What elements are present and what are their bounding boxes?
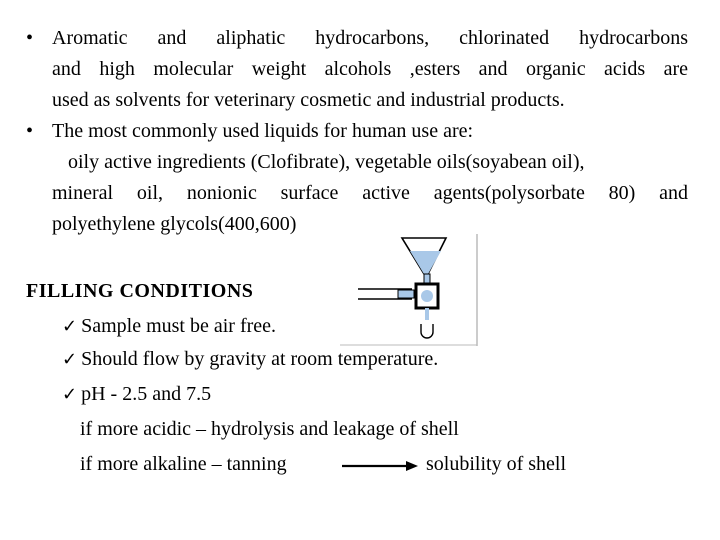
bullet-2-line-3: mineral oil, nonionic surface active agents(polysorbate 80) and xyxy=(52,182,688,204)
arrow-icon xyxy=(340,459,420,473)
funnel-liquid xyxy=(410,251,441,274)
check-icon: ✓ xyxy=(62,349,78,370)
piston-head xyxy=(398,290,414,298)
condition-item xyxy=(62,379,211,410)
nozzle xyxy=(425,308,429,320)
bullet-marker: • xyxy=(26,27,34,49)
bullet-marker: • xyxy=(26,120,34,142)
bullet-2-line-1: The most commonly used liquids for human use are: xyxy=(52,120,474,142)
alkaline-result: solubility of shell xyxy=(426,453,566,475)
check-icon: ✓ xyxy=(62,384,78,405)
condition-text: Sample must be air free. xyxy=(81,315,277,337)
check-icon: ✓ xyxy=(62,316,78,337)
bullet-1-line-1: Aromatic and aliphatic hydrocarbons, chlorinated hydrocarbons xyxy=(52,27,688,49)
filling-apparatus-diagram xyxy=(340,232,480,348)
bullet-1-line-3: used as solvents for veterinary cosmetic and industrial products. xyxy=(52,89,565,111)
acidic-note: if more acidic – hydrolysis and leakage of shell xyxy=(80,418,459,440)
bullet-2-line-4: polyethylene glycols(400,600) xyxy=(52,213,297,235)
capsule-shell xyxy=(421,324,433,338)
dosing-valve xyxy=(421,290,433,302)
filling-conditions-heading: FILLING CONDITIONS xyxy=(26,280,254,302)
alkaline-note: if more alkaline – tanning xyxy=(80,453,287,475)
condition-item xyxy=(62,344,438,375)
condition-text: Should flow by gravity at room temperature. xyxy=(81,348,439,370)
condition-text: pH - 2.5 and 7.5 xyxy=(81,383,212,405)
bullet-1-line-2: and high molecular weight alcohols ,esters and organic acids are xyxy=(52,58,688,80)
bullet-2-line-2: oily active ingredients (Clofibrate), vegetable oils(soyabean oil), xyxy=(68,151,585,173)
condition-item xyxy=(62,311,276,342)
